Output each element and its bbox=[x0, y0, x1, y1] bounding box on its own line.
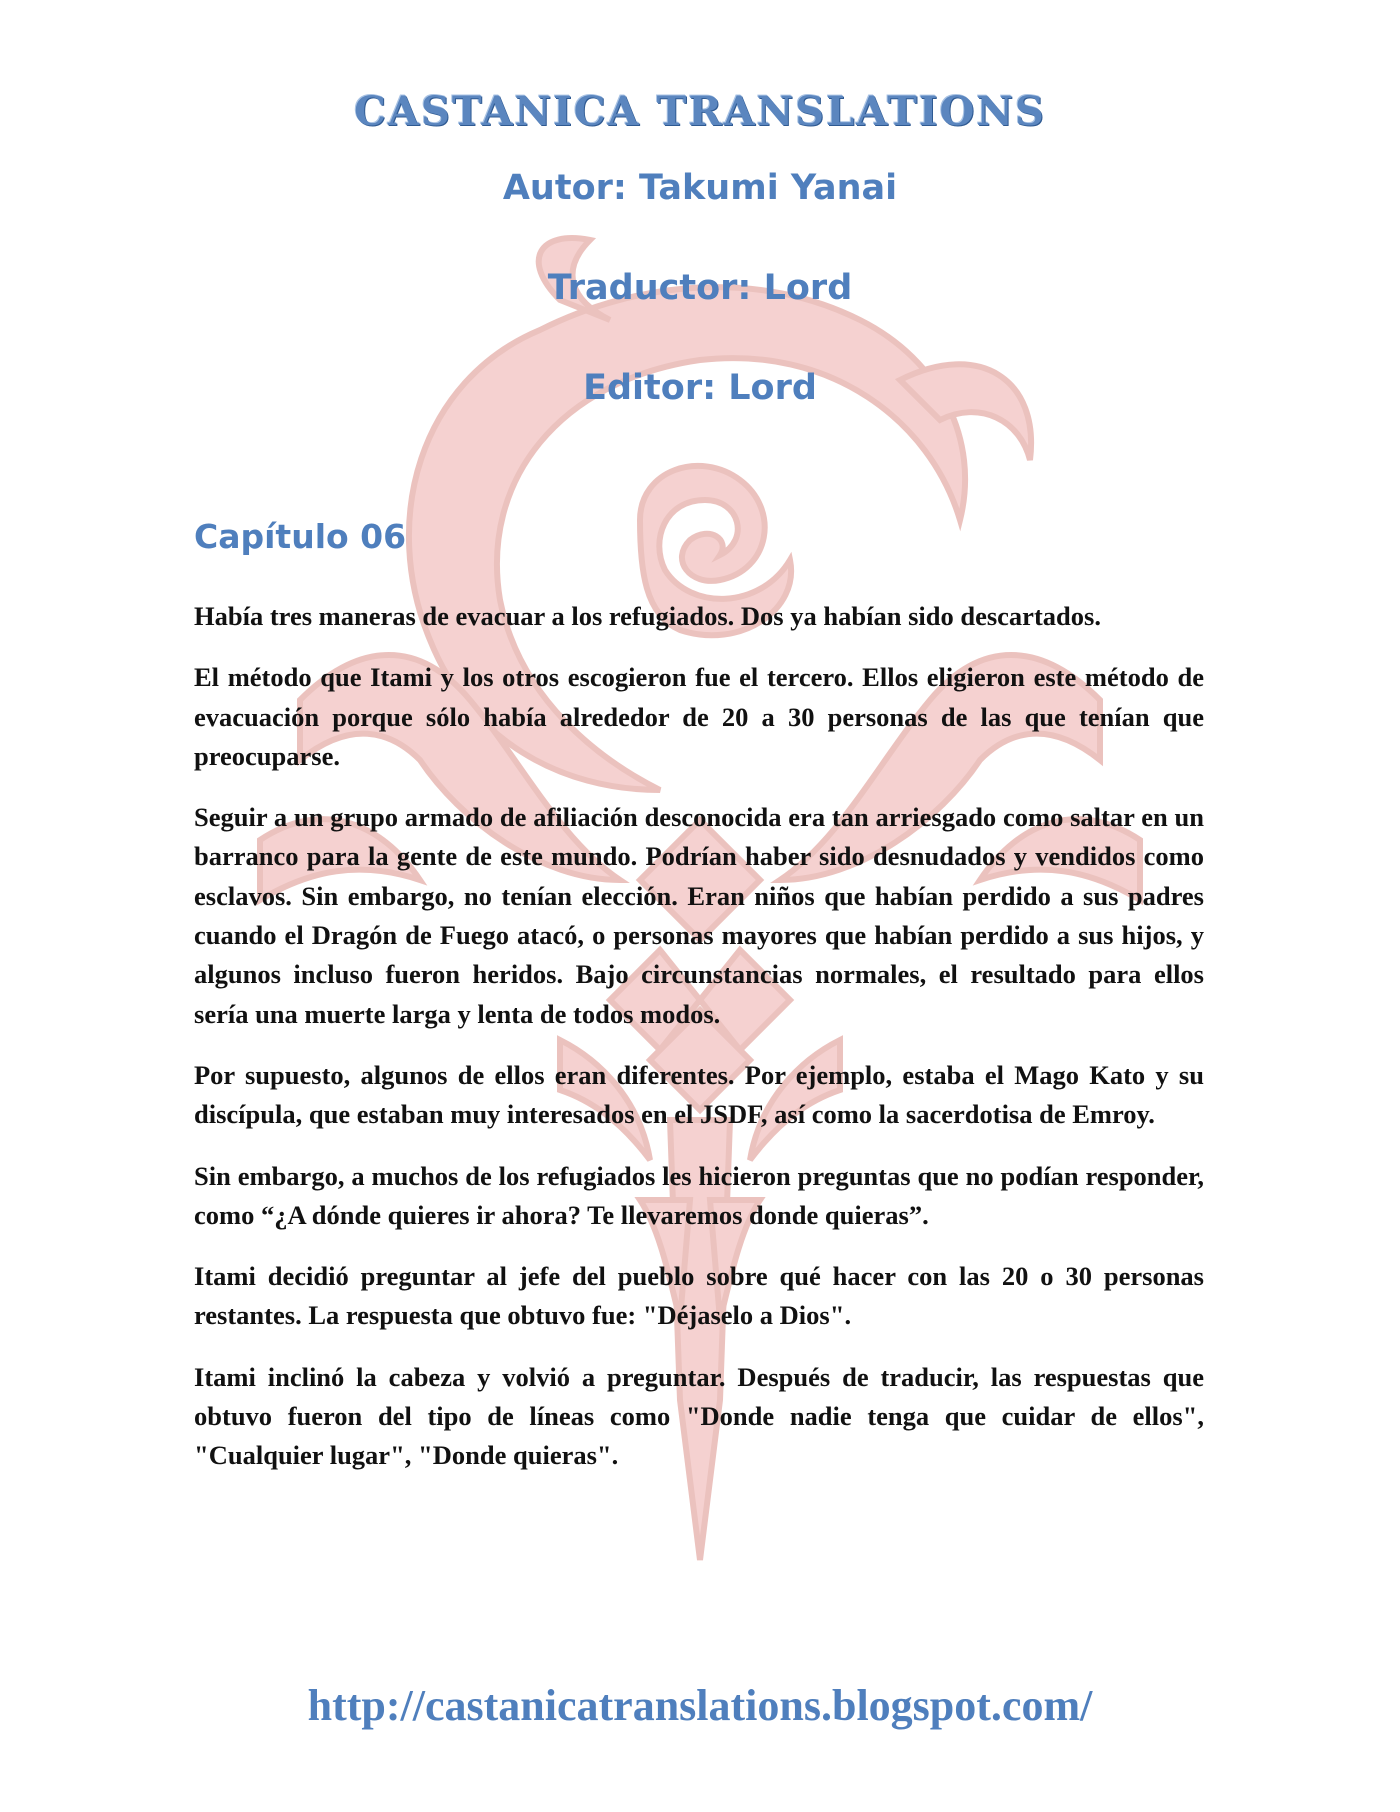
paragraph: Itami inclinó la cabeza y volvió a preguntar. Después de traducir, las respuestas que obtuvo fueron del tipo de líneas como "Donde nadie tenga que cuidar de ellos", "Cualquier lugar", "Donde quieras". bbox=[194, 1361, 1204, 1471]
paragraph: Por supuesto, algunos de ellos eran diferentes. Por ejemplo, estaba el Mago Kato y su discípula, que estaban muy interesados en el JSDF, así como la sacerdotisa de Emroy. bbox=[194, 1059, 1204, 1130]
paragraph: Itami decidió preguntar al jefe del pueblo sobre qué hacer con las 20 o 30 personas restantes. La respuesta que obtuvo fue: "Déjaselo a Dios". bbox=[194, 1261, 1204, 1331]
chapter-body bbox=[194, 597, 1204, 1498]
paragraph: Sin embargo, a muchos de los refugiados les hicieron preguntas que no podían responder, como “¿A dónde quieres ir ahora? Te llevaremos donde quieras”. bbox=[194, 1160, 1204, 1230]
site-title: CASTANICA TRANSLATIONS bbox=[354, 88, 1046, 135]
paragraph: Seguir a un grupo armado de afiliación desconocida era tan arriesgado como saltar en un barranco para la gente de este mundo. Podrían haber sido desnudados y vendidos como esclavos. Sin embargo, no tenían elección. Eran niños que habían perdido a sus padres cuando el Dragón de Fuego atacó, o personas mayores que habían perdido a sus hijos, y algunos incluso fueron heridos. Bajo circunstancias normales, el resultado para ellos sería una muerte larga y lenta de todos modos. bbox=[194, 802, 1204, 1029]
author-credit: Autor: Takumi Yanai bbox=[502, 168, 898, 208]
translator-credit: Traductor: Lord bbox=[547, 268, 853, 308]
paragraph: Había tres maneras de evacuar a los refugiados. Dos ya habían sido descartados. bbox=[194, 601, 1101, 631]
chapter-title: Capítulo 06 bbox=[194, 517, 407, 556]
blog-url-link[interactable]: http://castanicatranslations.blogspot.com/ bbox=[307, 1681, 1093, 1730]
editor-credit: Editor: Lord bbox=[583, 368, 817, 408]
paragraph: El método que Itami y los otros escogieron fue el tercero. Ellos eligieron este método de evacuación porque sólo había alrededor de 20 a 30 personas de las que tenían que preocuparse. bbox=[194, 662, 1204, 771]
